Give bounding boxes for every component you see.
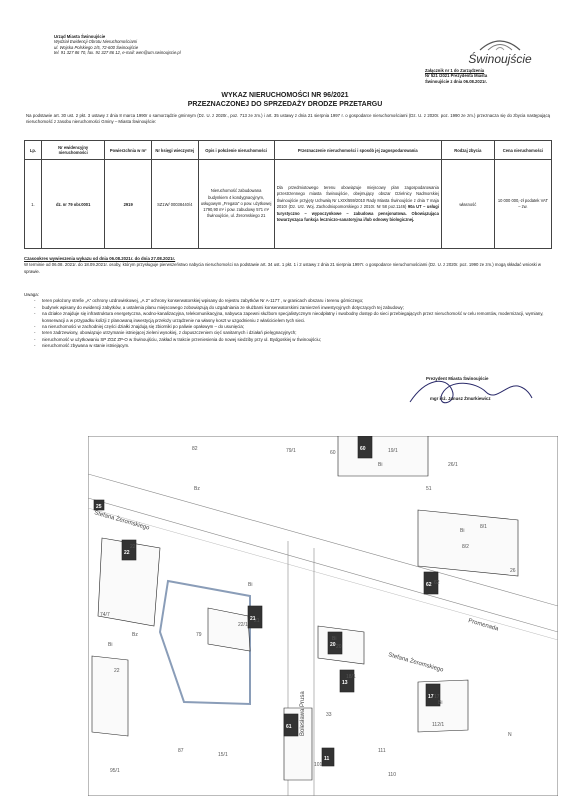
header-area: Powierzchnia w m²	[105, 141, 152, 160]
land-use: Bi	[438, 700, 443, 706]
attachment-line-3: Świnoujście z dnia 06.08.2021r.	[425, 78, 487, 84]
plot-number: 26/1	[448, 462, 458, 468]
plot-number: 33	[326, 712, 332, 718]
cell-lp: 1.	[25, 160, 42, 249]
handwritten-signature	[406, 372, 536, 412]
plot-number: 22/1	[238, 622, 248, 628]
purpose-plan-text: Dla przedmiotowego terenu obowiązuje miejscowy plan zagospodarowania przestrzennego miasta Świnoujście, obejmujący obszar Dzielnicy Nadmorskiej Świnoujście przyjęty Uchwałą Nr LXIX/559/2010 Rady Miasta Świnoujście z dnia 7 maja 2010r (Dz. Urz. Woj. Zachodniopomorskiego z 2010r. Nr 58 poz.1146)	[276, 184, 439, 209]
building-number: 60	[360, 446, 366, 452]
office-header	[54, 34, 244, 56]
header-purpose: Przeznaczenie nieruchomości i sposób jej zagospodarowania	[274, 141, 441, 160]
note-item: - teren położony strefie „A" ochrony uzdrowiskowej, „A 2" ochrony konserwatorskiej wpisany do rejestru zabytków Nr A-1177 , w granicach obszaru i terenu górniczego;	[24, 298, 554, 304]
building-number: 20	[330, 642, 336, 648]
attachment-line-1: Załącznik nr 1 do Zarządzenia	[425, 68, 485, 73]
land-use: Bz	[132, 632, 138, 638]
plot-number: 74/7	[100, 612, 110, 618]
plot-number: 22	[130, 544, 136, 550]
cell-purpose	[274, 160, 441, 249]
plot-number: 26	[510, 568, 516, 574]
plot-number: 20	[336, 644, 342, 650]
plot-number: 51	[426, 486, 432, 492]
plot-number: 15/1	[218, 752, 228, 758]
plot-number: 95/1	[110, 768, 120, 774]
table-row	[25, 160, 552, 249]
header-description: Opis i położenie nieruchomości	[198, 141, 274, 160]
cell-sale-type: własność	[441, 160, 494, 249]
plot-number: 18/1	[346, 674, 356, 680]
plot-number: 21	[254, 618, 260, 624]
street-label: Stefana Żeromskiego	[387, 652, 444, 674]
cell-description: Nieruchomość zabudowana budynkiem 4 kondygnacyjnym, usługowym „Fregata" o pow. użytkowej 1790,90 m² i pow. zabudowy 571 m² Świnoujście, ul. Żeromskiego 21	[198, 160, 274, 249]
land-use: Bz	[194, 486, 200, 492]
cell-plot-number: dz. nr 79 obr.0001	[41, 160, 104, 249]
plot-number: 110	[388, 772, 396, 778]
cell-area: 2919	[105, 160, 152, 249]
land-use: Bi	[108, 642, 113, 648]
table-header-row	[25, 141, 552, 160]
title-line-1: WYKAZ NIERUCHOMOŚCI NR 96/2021	[221, 92, 349, 99]
plot-number: 8/2	[462, 544, 469, 550]
note-item: - na nieruchomości w zachodniej części działki znajdują się zbiorniki po paliwie opałowym – do usunięcia;	[24, 324, 554, 330]
attachment-line-2: Nr 521 /2021 Prezydenta Miasta	[425, 73, 488, 79]
signature-block	[400, 372, 540, 432]
note-item: - teren zadrzewiony, obowiązuje utrzymanie istniejącej zieleni wysokiej, z dopuszczeniem cięć sanitarnych i działań pielęgnacyjnych;	[24, 330, 554, 336]
building-number: 13	[342, 680, 348, 686]
office-name: Urząd Miasta Świnoujście	[54, 34, 106, 39]
city-logo	[460, 30, 540, 66]
attachment-note	[425, 68, 545, 84]
note-item: - nieruchomość w użytkowaniu SP ZOZ ZP-O w Świnoujściu, zakład w trakcie przeniesienia do nowej siedziby przy ul. Bydgoskiej w Świnoujściu;	[24, 337, 412, 343]
plot-number: 111	[378, 748, 386, 754]
building-number: 11	[324, 756, 330, 762]
plot-number: 19/1	[388, 448, 398, 454]
land-use: Bi	[248, 582, 253, 588]
plot-number: 101	[314, 762, 323, 768]
notes-section	[24, 292, 554, 350]
header-price: Cena nieruchomości	[494, 141, 551, 160]
cell-land-register: SZ1W/ 00038440/4	[151, 160, 198, 249]
plot-number: 17	[434, 694, 440, 700]
building-number: 21	[250, 616, 256, 622]
land-use: N	[508, 732, 512, 738]
purpose-designation: 90a UT – usługi turystyczno – wypoczynkowe – zabudowa pensjonatowa. Obowiązująca towarzysząca funkcja leczniczo-sanatoryjna i/lub odnowy biologicznej.	[276, 204, 439, 222]
document-title	[60, 91, 510, 109]
plot-number: 112/1	[432, 722, 445, 728]
intro-paragraph: Na podstawie art. 30 ust. 2 pkt. 3 ustawy z dnia 8 marca 1990r o samorządzie gminnym (Dz. U. z 2020r., poz. 713 ze zm.) i art. 35 ustawy z dnia 21 sierpnia 1997 r. o gospodarce nieruchomościami (Dz. U. z 2020r. poz. 1990 ze zm.) przeznacza się do zbycia następującą nieruchomość z zasobu nieruchomości Gminy – Miasta Świnoujście:	[26, 113, 550, 125]
office-contact: tel. 91 327 86 70, fax. 91 327 86 12, e-mail: wen@um.swinoujscie.pl	[54, 50, 181, 56]
header-lp: Lp.	[25, 141, 42, 160]
signatory-title: Prezydent Miasta Świnoujście	[426, 376, 489, 381]
building-number: 25	[96, 504, 102, 510]
signatory-name: mgr inż. Janusz Żmurkiewicz	[430, 396, 491, 401]
land-use: Bi	[460, 528, 465, 534]
header-sale-type: Rodzaj zbycia	[441, 141, 494, 160]
plot-number: 82	[192, 446, 198, 452]
plot-number: 60	[330, 450, 336, 456]
note-item: - budynek wpisany do ewidencji zabytków, a ustalenia planu miejscowego zobowiązują do uzgadniania ze służbami konserwatorskimi zamierzeń inwestycyjnych dotyczących tej zabudowy;	[24, 305, 542, 311]
priority-deadline: W terminie od 06.08. 2021r. do 18.09.2021r. osoby, którym przysługuje pierwszeństwo nabycia nieruchomości na podstawie art. 34 ust. 1 pkt. 1 i 2 ustawy z dnia 21 sierpnia 1997r. o gospodarce nieruchomościami (Dz. U. z 2020r. poz. 1990 ze zm.) mogą składać wnioski w sprawie.	[24, 262, 542, 274]
plot-number: 22	[114, 668, 120, 674]
header-land-register: Nr księgi wieczystej	[151, 141, 198, 160]
building-number: 61	[286, 724, 292, 730]
cell-price: 10 000 000,-zł podatek VAT – zw.	[494, 160, 551, 249]
building-number: 22	[124, 550, 130, 556]
street-label: Promenada	[467, 618, 499, 633]
building-number: 17	[428, 694, 434, 700]
cadastral-map	[88, 436, 558, 796]
property-table	[24, 140, 552, 249]
land-use: Bi	[378, 462, 383, 468]
note-item: - nieruchomość zbywana w stanie istniejącym.	[24, 343, 554, 349]
office-address: ul. Wojska Polskiego 1/5, 72-600 Świnoujście	[54, 44, 139, 50]
after-table-text	[24, 256, 552, 275]
plot-number: 79/1	[286, 448, 296, 454]
header-plot-number: Nr ewidencyjny nieruchomości	[41, 141, 104, 160]
logo-text: Świnoujście	[468, 52, 532, 66]
building-number: 62	[426, 582, 432, 588]
plot-number: 8/1	[480, 524, 487, 530]
land-use: Bi	[332, 636, 337, 642]
plot-number: 87	[178, 748, 184, 754]
plot-number: 62	[434, 580, 440, 586]
title-line-2: PRZEZNACZONEJ DO SPRZEDAŻY DRODZE PRZETARGU	[187, 101, 383, 108]
note-item: - na działce znajduje się infrastruktura energetyczna, wodno-kanalizacyjna, telekomunikacyjna, nabywca zapewni służbom specjalistycznym nieodpłatny i swobodny dostęp do sieci przebiegających przez nieruchomość w celu remontów, modernizacji, wymiany, konserwacji a w przypadku kolizji z planowaną inwestycją przełoży urządzenie na własny koszt w uzgodnieniu z właścicielem tych sieci.	[24, 311, 554, 324]
plot-number: 79	[196, 632, 202, 638]
street-label: Bolesława Prusa	[300, 691, 306, 736]
department-name: Wydział Ewidencji Obrotu Nieruchomościami	[54, 39, 138, 45]
posting-period: Czasookres wywieszenia wykazu od dnia 06.08.2021r. do dnia 27.08.2021r.	[24, 256, 176, 261]
street-label: Stefana Żeromskiego	[93, 510, 150, 532]
notes-heading: Uwaga:	[24, 292, 39, 297]
